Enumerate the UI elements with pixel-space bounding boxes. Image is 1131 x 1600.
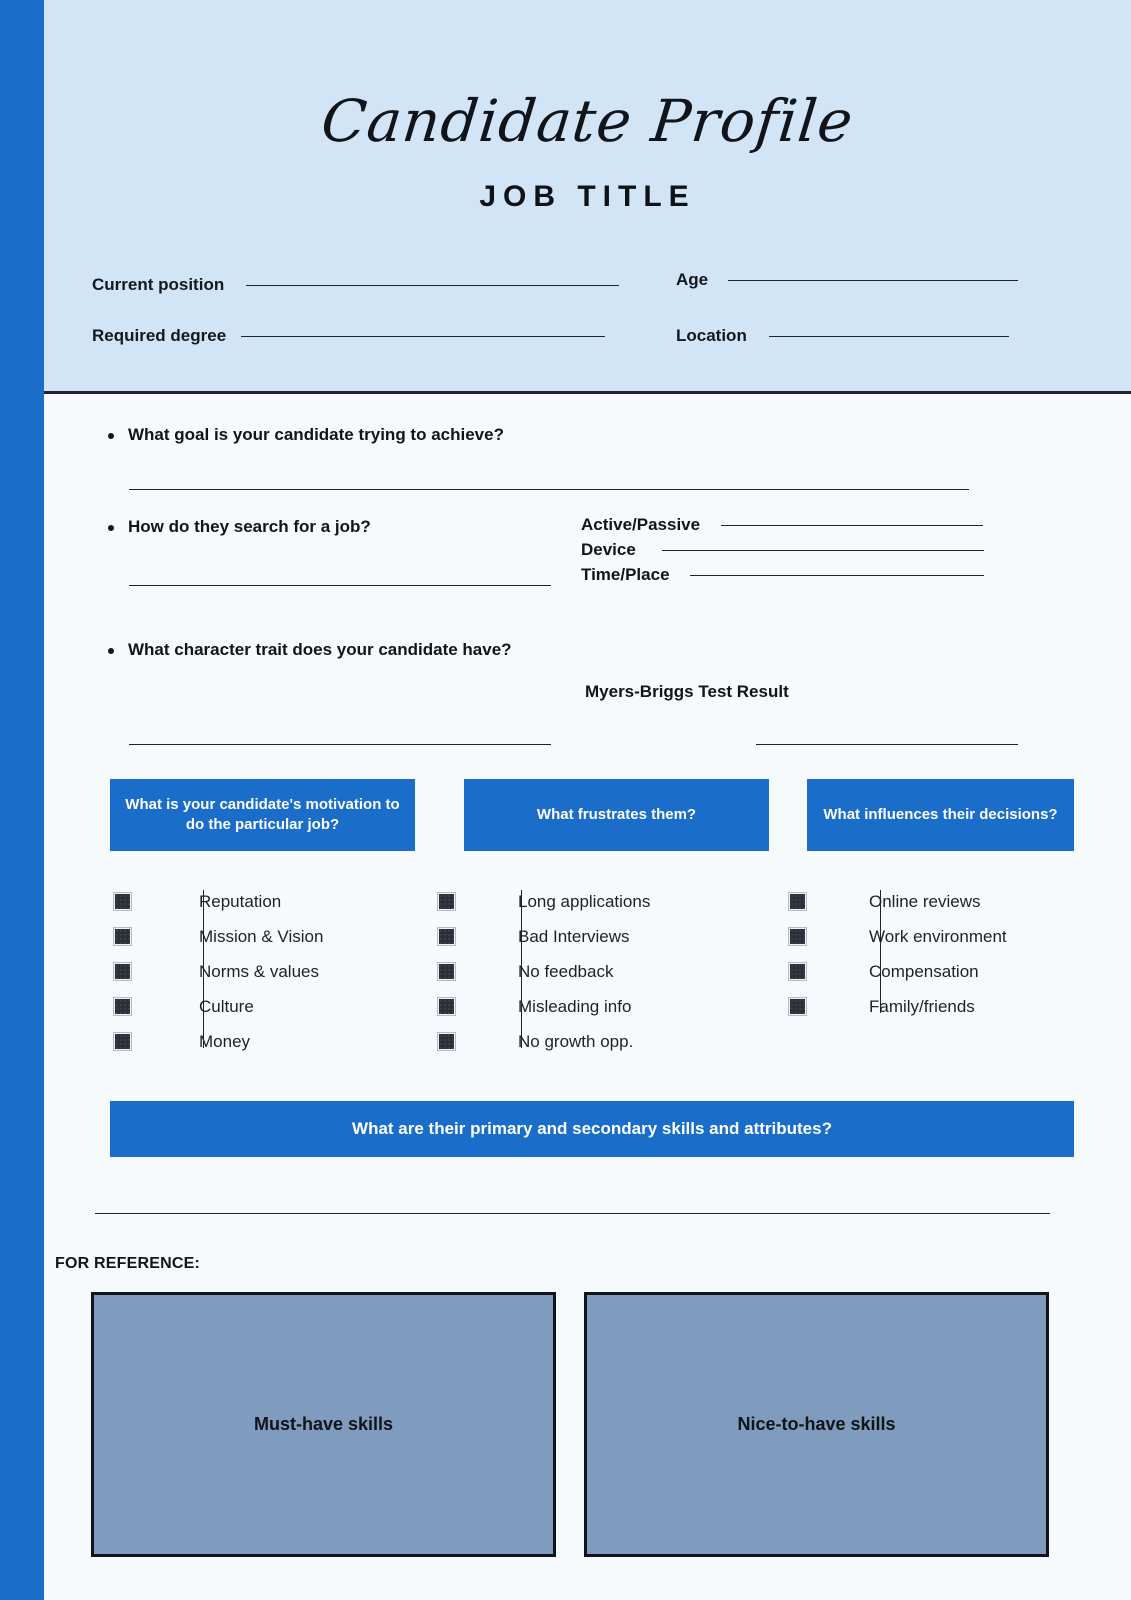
checkbox-icon[interactable] xyxy=(438,963,455,980)
list-item[interactable] xyxy=(114,954,323,989)
worksheet-body xyxy=(44,397,1131,1600)
list-item[interactable] xyxy=(114,989,323,1024)
question-search xyxy=(108,517,371,537)
field-location[interactable] xyxy=(676,326,1009,346)
device-label: Device xyxy=(581,540,636,559)
left-accent-stripe xyxy=(0,0,44,1600)
category-header-motivation: What is your candidate's motivation to do the particular job? xyxy=(110,779,415,851)
field-device[interactable] xyxy=(581,540,984,565)
bullet-icon xyxy=(108,433,114,439)
reference-box-nice-to-have[interactable]: Nice-to-have skills xyxy=(584,1292,1049,1557)
page-title-script: Candidate Profile xyxy=(318,87,857,155)
device-write-line[interactable] xyxy=(662,550,984,551)
list-item-label: Bad Interviews xyxy=(518,926,630,946)
list-item[interactable] xyxy=(789,919,1007,954)
list-item[interactable] xyxy=(438,954,650,989)
list-divider-frustrations xyxy=(521,890,522,1048)
list-item[interactable] xyxy=(114,1024,323,1059)
checkbox-icon[interactable] xyxy=(438,998,455,1015)
for-reference-label: FOR REFERENCE: xyxy=(55,1255,201,1272)
checkbox-list-frustrations xyxy=(438,884,650,1059)
answer-line-trait[interactable] xyxy=(129,744,551,745)
list-item[interactable] xyxy=(114,884,323,919)
category-header-frustrations: What frustrates them? xyxy=(464,779,769,851)
question-goal-text: What goal is your candidate trying to achieve? xyxy=(128,425,504,444)
answer-line-myers-briggs[interactable] xyxy=(756,744,1018,745)
checkbox-icon[interactable] xyxy=(438,1033,455,1050)
list-item[interactable] xyxy=(438,989,650,1024)
list-divider-motivation xyxy=(203,890,204,1048)
list-item[interactable] xyxy=(438,1024,650,1059)
checkbox-icon[interactable] xyxy=(438,893,455,910)
active-passive-label: Active/Passive xyxy=(581,515,701,534)
location-write-line[interactable] xyxy=(769,336,1009,337)
field-time-place[interactable] xyxy=(581,565,984,590)
checkbox-list-motivation xyxy=(114,884,323,1059)
header-band xyxy=(44,0,1131,394)
list-item[interactable] xyxy=(114,919,323,954)
list-item[interactable] xyxy=(789,884,1007,919)
required-degree-write-line[interactable] xyxy=(241,336,605,337)
list-item-label: Long applications xyxy=(518,891,651,911)
checkbox-icon[interactable] xyxy=(438,928,455,945)
checkbox-icon[interactable] xyxy=(114,928,131,945)
question-trait-text: What character trait does your candidate have? xyxy=(128,640,512,659)
list-item-label: Family/friends xyxy=(869,996,975,1016)
list-divider-influences xyxy=(880,890,881,1013)
checkbox-icon[interactable] xyxy=(114,1033,131,1050)
list-item-label: Norms & values xyxy=(199,961,319,981)
answer-line-search[interactable] xyxy=(129,585,551,586)
myers-briggs-label: Myers-Briggs Test Result xyxy=(585,682,789,701)
bullet-icon xyxy=(108,648,114,654)
job-title-heading: JOB TITLE xyxy=(479,180,696,213)
current-position-label: Current position xyxy=(92,275,225,294)
reference-box-must-have[interactable]: Must-have skills xyxy=(91,1292,556,1557)
list-item-label: Misleading info xyxy=(518,996,632,1016)
field-age[interactable] xyxy=(676,270,1018,290)
list-item[interactable] xyxy=(789,954,1007,989)
section-divider xyxy=(95,1213,1050,1214)
required-degree-label: Required degree xyxy=(92,326,227,345)
checkbox-icon[interactable] xyxy=(789,893,806,910)
skills-banner: What are their primary and secondary skills and attributes? xyxy=(110,1101,1074,1157)
active-passive-write-line[interactable] xyxy=(721,525,983,526)
question-goal xyxy=(108,425,504,445)
bullet-icon xyxy=(108,525,114,531)
checkbox-list-influences xyxy=(789,884,1007,1024)
list-item-label: Money xyxy=(199,1031,251,1051)
time-place-label: Time/Place xyxy=(581,565,670,584)
list-item[interactable] xyxy=(438,919,650,954)
list-item-label: Culture xyxy=(199,996,254,1016)
field-current-position[interactable] xyxy=(92,275,619,295)
category-header-influences: What influences their decisions? xyxy=(807,779,1074,851)
question-trait xyxy=(108,640,512,660)
checkbox-icon[interactable] xyxy=(114,893,131,910)
checkbox-icon[interactable] xyxy=(789,998,806,1015)
list-item-label: No feedback xyxy=(518,961,614,981)
checkbox-icon[interactable] xyxy=(789,963,806,980)
list-item-label: Work environment xyxy=(869,926,1007,946)
field-required-degree[interactable] xyxy=(92,326,605,346)
list-item[interactable] xyxy=(438,884,650,919)
list-item-label: Mission & Vision xyxy=(199,926,324,946)
question-search-text: How do they search for a job? xyxy=(128,517,371,536)
checkbox-icon[interactable] xyxy=(114,998,131,1015)
age-label: Age xyxy=(676,270,709,289)
field-active-passive[interactable] xyxy=(581,515,984,540)
location-label: Location xyxy=(676,326,747,345)
list-item[interactable] xyxy=(789,989,1007,1024)
list-item-label: No growth opp. xyxy=(518,1031,634,1051)
search-subfields-group xyxy=(581,515,984,590)
list-item-label: Reputation xyxy=(199,891,282,911)
checkbox-icon[interactable] xyxy=(114,963,131,980)
current-position-write-line[interactable] xyxy=(246,285,619,286)
answer-line-goal[interactable] xyxy=(129,489,969,490)
list-item-label: Online reviews xyxy=(869,891,981,911)
checkbox-icon[interactable] xyxy=(789,928,806,945)
list-item-label: Compensation xyxy=(869,961,979,981)
time-place-write-line[interactable] xyxy=(690,575,984,576)
age-write-line[interactable] xyxy=(728,280,1018,281)
